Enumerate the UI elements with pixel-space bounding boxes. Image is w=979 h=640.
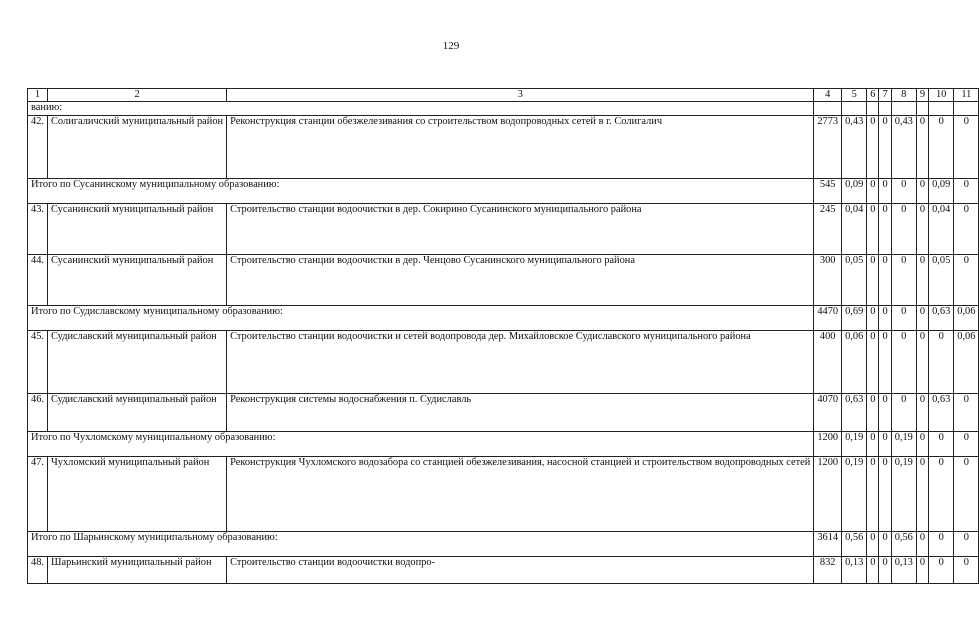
value-cell: 0 (879, 203, 891, 254)
value-cell: 0 (929, 431, 954, 456)
row-number: 47. (28, 456, 48, 531)
value-cell: 0,63 (929, 393, 954, 431)
value-cell: 300 (814, 254, 842, 305)
value-cell: 0,69 (842, 305, 867, 330)
value-cell: 4470 (814, 305, 842, 330)
total-label: Итого по Чухломскому муниципальному образованию: (28, 431, 814, 456)
project-name: Реконструкция системы водоснабжения п. Судиславль (227, 393, 814, 431)
district-name: Судиславский муниципальный район (48, 393, 227, 431)
value-cell: 0 (891, 393, 916, 431)
table-cell (891, 102, 916, 115)
value-cell: 0 (929, 456, 954, 531)
continuation-label: ванию: (28, 102, 814, 115)
column-number: 6 (867, 89, 879, 102)
value-cell: 0 (867, 456, 879, 531)
value-cell: 0,05 (842, 254, 867, 305)
value-cell: 0,04 (842, 203, 867, 254)
value-cell: 0 (879, 305, 891, 330)
value-cell: 0,19 (842, 431, 867, 456)
value-cell: 0 (879, 431, 891, 456)
value-cell: 0 (891, 203, 916, 254)
table-row (28, 330, 979, 393)
value-cell: 0 (891, 254, 916, 305)
value-cell: 0 (879, 254, 891, 305)
row-number: 44. (28, 254, 48, 305)
table-cell (929, 102, 954, 115)
district-name: Солигаличский муниципальный район (48, 115, 227, 178)
column-number: 5 (842, 89, 867, 102)
value-cell: 0 (891, 330, 916, 393)
value-cell: 0,13 (891, 556, 916, 583)
column-number: 1 (28, 89, 48, 102)
district-name: Сусанинский муниципальный район (48, 254, 227, 305)
row-number: 48. (28, 556, 48, 583)
value-cell: 0 (867, 531, 879, 556)
total-row (28, 305, 979, 330)
value-cell: 0 (916, 254, 928, 305)
value-cell: 3614 (814, 531, 842, 556)
value-cell: 0 (929, 330, 954, 393)
value-cell: 0 (916, 393, 928, 431)
value-cell: 0 (879, 115, 891, 178)
column-number: 3 (227, 89, 814, 102)
value-cell: 0,19 (842, 456, 867, 531)
value-cell: 0,19 (891, 431, 916, 456)
value-cell: 0,19 (891, 456, 916, 531)
table-row (28, 254, 979, 305)
value-cell: 0 (916, 456, 928, 531)
total-row (28, 531, 979, 556)
table-cell (916, 102, 928, 115)
value-cell: 0 (954, 178, 979, 203)
value-cell: 0 (954, 531, 979, 556)
total-label: Итого по Сусанинскому муниципальному образованию: (28, 178, 814, 203)
table-row (28, 393, 979, 431)
value-cell: 0 (867, 203, 879, 254)
value-cell: 0,04 (929, 203, 954, 254)
value-cell: 0 (954, 393, 979, 431)
continuation-row (28, 102, 979, 115)
project-name: Строительство станции водоочистки и сетей водопровода дер. Михайловское Судиславского муниципального района (227, 330, 814, 393)
row-number: 46. (28, 393, 48, 431)
value-cell: 0 (879, 556, 891, 583)
column-numbers-row (28, 89, 979, 102)
value-cell: 0 (867, 254, 879, 305)
value-cell: 0 (954, 456, 979, 531)
column-number: 4 (814, 89, 842, 102)
value-cell: 0,06 (842, 330, 867, 393)
value-cell: 0 (867, 393, 879, 431)
district-name: Шарьинский муниципальный район (48, 556, 227, 583)
value-cell: 0,63 (929, 305, 954, 330)
value-cell: 0 (954, 431, 979, 456)
value-cell: 0,43 (842, 115, 867, 178)
project-name: Строительство станции водоочистки в дер. Сокирино Сусанинского муниципального района (227, 203, 814, 254)
value-cell: 0,09 (842, 178, 867, 203)
value-cell: 4070 (814, 393, 842, 431)
district-name: Сусанинский муниципальный район (48, 203, 227, 254)
value-cell: 0 (916, 330, 928, 393)
table-cell (879, 102, 891, 115)
value-cell: 2773 (814, 115, 842, 178)
row-number: 42. (28, 115, 48, 178)
value-cell: 1200 (814, 456, 842, 531)
row-number: 43. (28, 203, 48, 254)
value-cell: 0,56 (842, 531, 867, 556)
value-cell: 0 (916, 178, 928, 203)
value-cell: 0 (867, 178, 879, 203)
value-cell: 0,56 (891, 531, 916, 556)
value-cell: 0 (867, 115, 879, 178)
data-table (27, 88, 979, 584)
total-label: Итого по Шарьинскому муниципальному образованию: (28, 531, 814, 556)
table-cell (867, 102, 879, 115)
value-cell: 0 (954, 254, 979, 305)
value-cell: 0,09 (929, 178, 954, 203)
value-cell: 0 (867, 556, 879, 583)
value-cell: 0 (879, 456, 891, 531)
value-cell: 0,06 (954, 330, 979, 393)
value-cell: 0 (879, 393, 891, 431)
value-cell: 0 (916, 115, 928, 178)
value-cell: 0,63 (842, 393, 867, 431)
value-cell: 400 (814, 330, 842, 393)
value-cell: 0 (916, 203, 928, 254)
table-row (28, 556, 979, 583)
value-cell: 0 (929, 556, 954, 583)
column-number: 2 (48, 89, 227, 102)
column-number: 11 (954, 89, 979, 102)
value-cell: 0,05 (929, 254, 954, 305)
value-cell: 0 (954, 115, 979, 178)
project-name: Реконструкция Чухломского водозабора со станцией обезжелезивания, насосной станцией и строительством водопроводных сетей (227, 456, 814, 531)
column-number: 8 (891, 89, 916, 102)
value-cell: 0 (954, 556, 979, 583)
value-cell: 0 (867, 330, 879, 393)
table-cell (954, 102, 979, 115)
table-row (28, 456, 979, 531)
page-number: 129 (442, 40, 460, 52)
district-name: Чухломский муниципальный район (48, 456, 227, 531)
district-name: Судиславский муниципальный район (48, 330, 227, 393)
value-cell: 0 (916, 431, 928, 456)
value-cell: 1200 (814, 431, 842, 456)
value-cell: 0 (879, 178, 891, 203)
value-cell: 0 (916, 556, 928, 583)
table-cell (814, 102, 842, 115)
value-cell: 832 (814, 556, 842, 583)
total-row (28, 178, 979, 203)
table-cell (842, 102, 867, 115)
value-cell: 0 (891, 178, 916, 203)
value-cell: 545 (814, 178, 842, 203)
project-name: Реконструкция станции обезжелезивания со строительством водопроводных сетей в г. Солигалич (227, 115, 814, 178)
value-cell: 0 (929, 531, 954, 556)
column-number: 10 (929, 89, 954, 102)
project-name: Строительство станции водоочистки в дер. Ченцово Сусанинского муниципального района (227, 254, 814, 305)
value-cell: 0 (867, 305, 879, 330)
value-cell: 0 (954, 203, 979, 254)
value-cell: 245 (814, 203, 842, 254)
value-cell: 0 (929, 115, 954, 178)
column-number: 7 (879, 89, 891, 102)
value-cell: 0,13 (842, 556, 867, 583)
value-cell: 0 (867, 431, 879, 456)
project-name: Строительство станции водоочистки водопро- (227, 556, 814, 583)
value-cell: 0 (891, 305, 916, 330)
value-cell: 0 (916, 305, 928, 330)
value-cell: 0,06 (954, 305, 979, 330)
value-cell: 0,43 (891, 115, 916, 178)
total-label: Итого по Судиславскому муниципальному образованию: (28, 305, 814, 330)
value-cell: 0 (879, 330, 891, 393)
total-row (28, 431, 979, 456)
table-row (28, 203, 979, 254)
table-row (28, 115, 979, 178)
column-number: 9 (916, 89, 928, 102)
row-number: 45. (28, 330, 48, 393)
value-cell: 0 (879, 531, 891, 556)
value-cell: 0 (916, 531, 928, 556)
